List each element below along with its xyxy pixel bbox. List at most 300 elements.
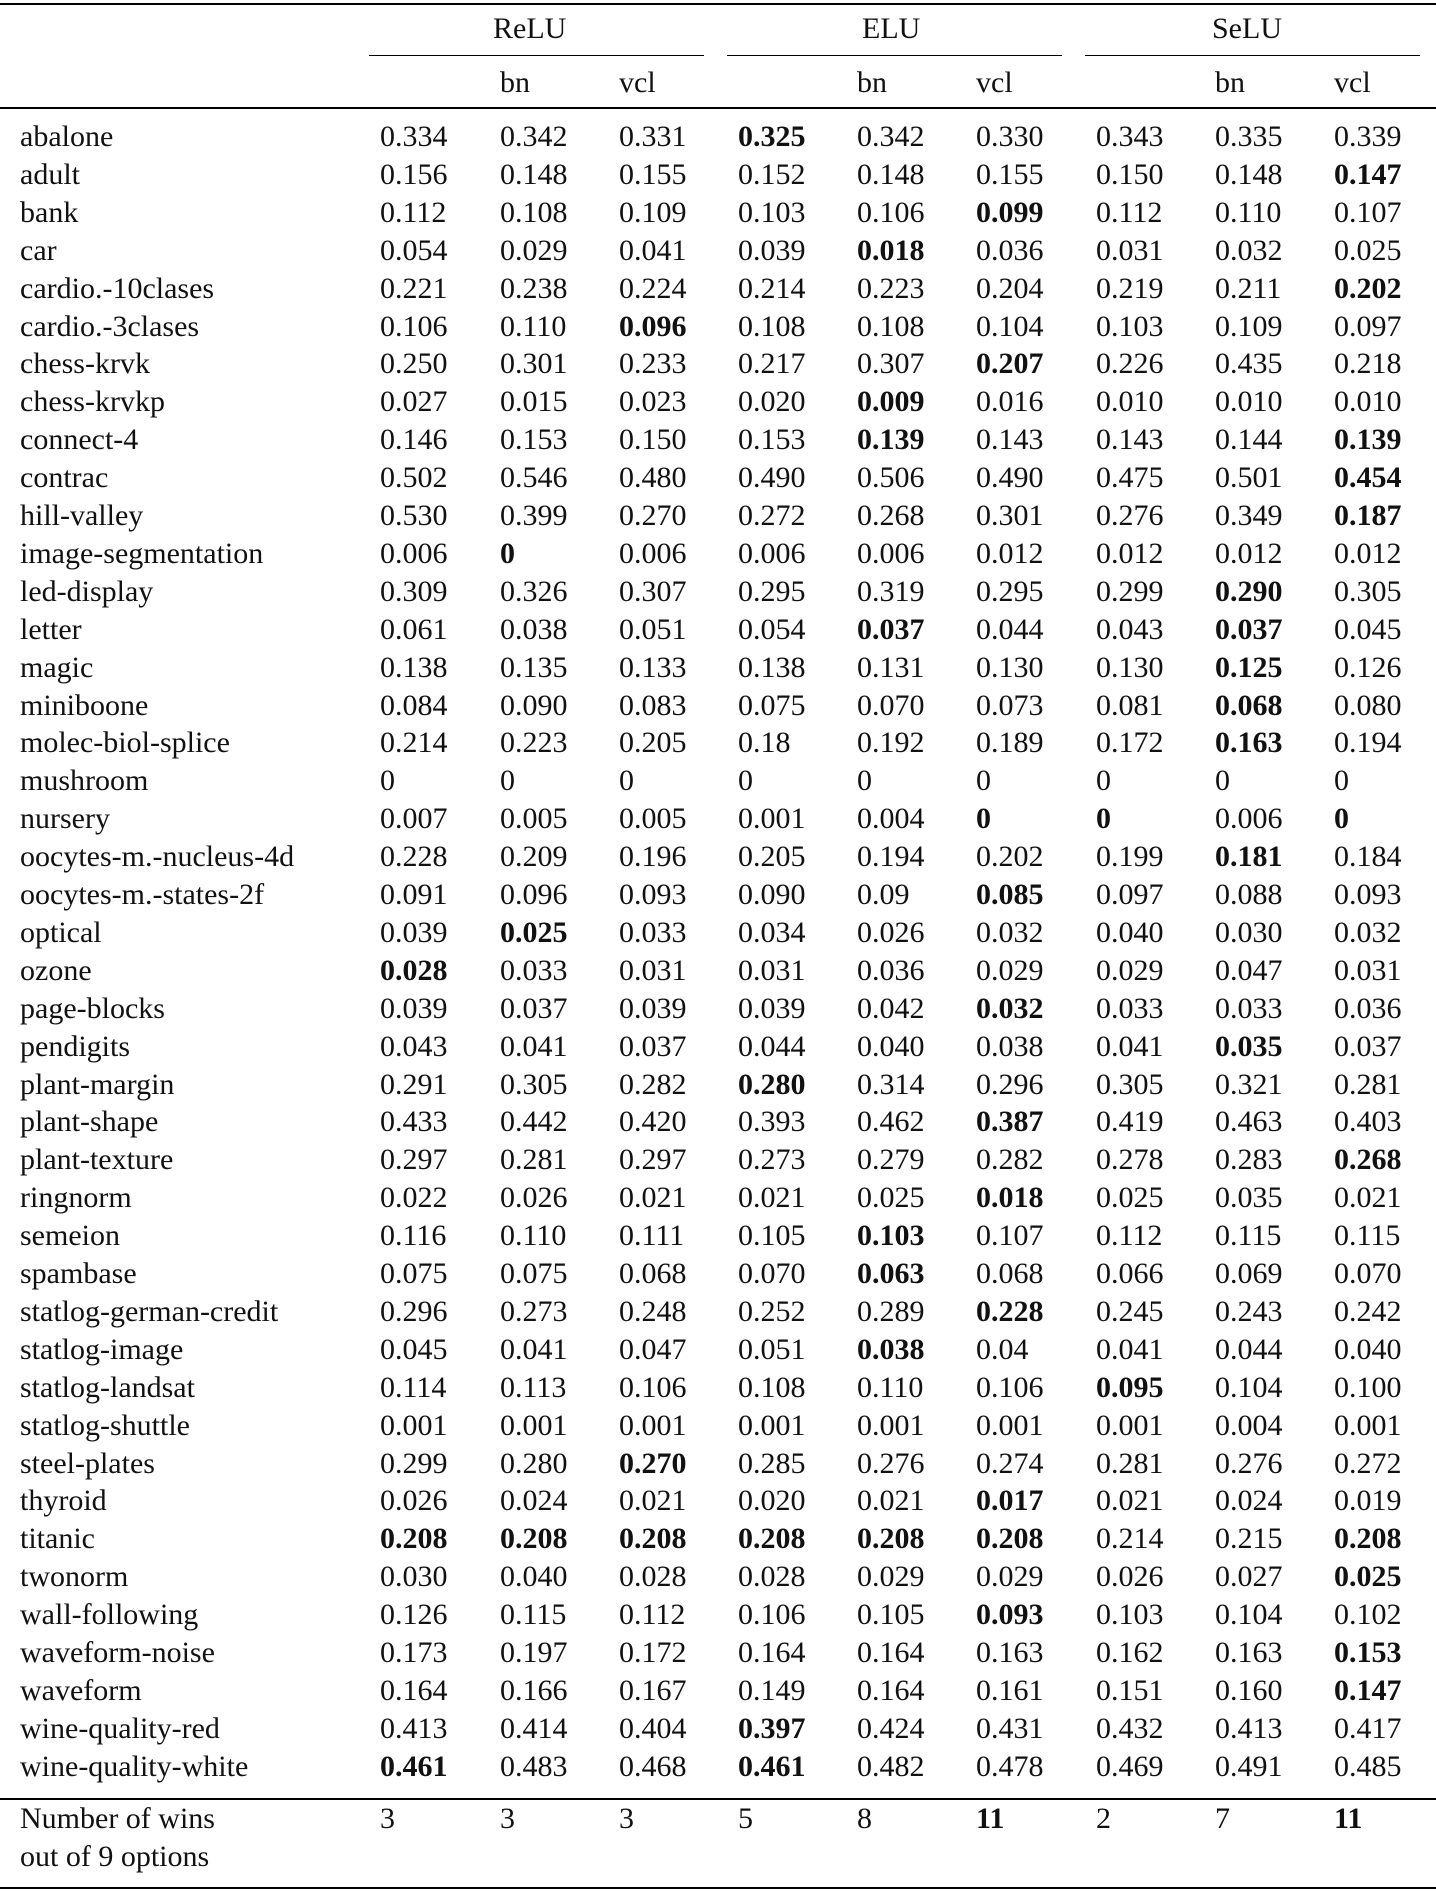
table-cell: 0: [1096, 802, 1111, 835]
table-cell: 0.042: [857, 992, 925, 1025]
table-cell: 0.024: [1215, 1484, 1283, 1517]
table-cell: 0.226: [1096, 347, 1164, 380]
table-cell: 0.442: [500, 1105, 568, 1138]
dataset-name: miniboone: [20, 689, 149, 722]
wins-count-cell: 7: [1215, 1802, 1230, 1835]
table-cell: 0.349: [1215, 499, 1283, 532]
dataset-name: page-blocks: [20, 992, 165, 1025]
table-cell: 0.319: [857, 575, 925, 608]
table-cell: 0.018: [857, 234, 925, 267]
dataset-name: thyroid: [20, 1484, 107, 1517]
table-cell: 0.039: [738, 992, 806, 1025]
table-cell: 0: [500, 764, 515, 797]
table-cell: 0.075: [380, 1257, 448, 1290]
wins-count-cell: 11: [976, 1802, 1005, 1835]
table-cell: 0.036: [857, 954, 925, 987]
table-cell: 0.096: [619, 310, 687, 343]
table-cell: 0.219: [1096, 272, 1164, 305]
table-cell: 0.012: [976, 537, 1044, 570]
table-cell: 0.491: [1215, 1750, 1283, 1783]
table-cell: 0.068: [976, 1257, 1044, 1290]
subheader-selu-bn: bn: [1215, 66, 1245, 99]
table-cell: 0.115: [1334, 1219, 1401, 1252]
table-cell: 0.016: [976, 385, 1044, 418]
table-cell: 0.214: [1096, 1522, 1164, 1555]
table-cell: 0.106: [976, 1371, 1044, 1404]
table-cell: 0.001: [857, 1409, 925, 1442]
table-cell: 0.041: [619, 234, 687, 267]
table-cell: 0.021: [619, 1484, 687, 1517]
table-cell: 0.040: [500, 1560, 568, 1593]
table-cell: 0.342: [500, 120, 568, 153]
dataset-name: wall-following: [20, 1598, 199, 1631]
table-cell: 0.038: [976, 1030, 1044, 1063]
table-cell: 0.029: [857, 1560, 925, 1593]
dataset-name: led-display: [20, 575, 154, 608]
table-cell: 0.289: [857, 1295, 925, 1328]
dataset-name: molec-biol-splice: [20, 726, 230, 759]
table-cell: 0.025: [1334, 234, 1402, 267]
wins-count-cell: 8: [857, 1802, 872, 1835]
table-cell: 0.305: [1334, 575, 1402, 608]
table-cell: 0.029: [1096, 954, 1164, 987]
table-cell: 0.268: [857, 499, 925, 532]
table-cell: 0.321: [1215, 1068, 1283, 1101]
table-cell: 0.139: [857, 423, 925, 456]
table-cell: 0.224: [619, 272, 687, 305]
table-cell: 0.075: [738, 689, 806, 722]
table-cell: 0.138: [380, 651, 448, 684]
table-cell: 0.238: [500, 272, 568, 305]
table-cell: 0.028: [380, 954, 448, 987]
dataset-name: cardio.-3clases: [20, 310, 200, 343]
table-cell: 0.155: [976, 158, 1044, 191]
table-cell: 0.305: [1096, 1068, 1164, 1101]
table-cell: 0.085: [976, 878, 1044, 911]
table-cell: 0.001: [738, 1409, 806, 1442]
table-cell: 0.033: [1096, 992, 1164, 1025]
table-cell: 0.027: [380, 385, 448, 418]
table-cell: 0.245: [1096, 1295, 1164, 1328]
table-cell: 0.038: [500, 613, 568, 646]
table-cell: 0.414: [500, 1712, 568, 1745]
table-cell: 0.037: [619, 1030, 687, 1063]
table-cell: 0.001: [619, 1409, 687, 1442]
table-cell: 0.106: [857, 196, 925, 229]
table-cell: 0.010: [1334, 385, 1402, 418]
table-cell: 0.343: [1096, 120, 1164, 153]
table-cell: 0.115: [1215, 1219, 1282, 1252]
table-cell: 0.021: [738, 1181, 806, 1214]
table-cell: 0.070: [857, 689, 925, 722]
table-cell: 0.217: [738, 347, 806, 380]
table-cell: 0.181: [1215, 840, 1283, 873]
table-cell: 0.091: [380, 878, 448, 911]
table-cell: 0.007: [380, 802, 448, 835]
table-cell: 0.084: [380, 689, 448, 722]
table-cell: 0.025: [1334, 1560, 1402, 1593]
table-cell: 0.04: [976, 1333, 1029, 1366]
dataset-name: waveform: [20, 1674, 142, 1707]
table-cell: 0.020: [738, 385, 806, 418]
table-cell: 0.290: [1215, 575, 1283, 608]
table-cell: 0.040: [1096, 916, 1164, 949]
table-cell: 0.325: [738, 120, 806, 153]
table-cell: 0.469: [1096, 1750, 1164, 1783]
group-header-relu: ReLU: [493, 12, 567, 45]
table-cell: 0.090: [738, 878, 806, 911]
table-cell: 0.207: [976, 347, 1044, 380]
table-cell: 0.243: [1215, 1295, 1283, 1328]
table-cell: 0.399: [500, 499, 568, 532]
table-cell: 0.272: [738, 499, 806, 532]
table-cell: 0.172: [1096, 726, 1164, 759]
table-cell: 0.272: [1334, 1447, 1402, 1480]
table-cell: 0: [1334, 802, 1349, 835]
dataset-name: oocytes-m.-nucleus-4d: [20, 840, 295, 873]
table-cell: 0.032: [976, 916, 1044, 949]
table-cell: 0.026: [857, 916, 925, 949]
table-cell: 0.054: [738, 613, 806, 646]
table-cell: 0.299: [380, 1447, 448, 1480]
table-cell: 0.166: [500, 1674, 568, 1707]
table-cell: 0.274: [976, 1447, 1044, 1480]
table-cell: 0.070: [738, 1257, 806, 1290]
table-cell: 0: [738, 764, 753, 797]
table-cell: 0.252: [738, 1295, 806, 1328]
table-cell: 0.204: [976, 272, 1044, 305]
table-cell: 0.214: [380, 726, 448, 759]
group-header-selu: SeLU: [1212, 12, 1282, 45]
table-cell: 0.025: [1096, 1181, 1164, 1214]
table-cell: 0.047: [619, 1333, 687, 1366]
table-cell: 0.005: [619, 802, 687, 835]
table-cell: 0.097: [1096, 878, 1164, 911]
table-cell: 0.295: [976, 575, 1044, 608]
table-cell: 0.031: [1334, 954, 1402, 987]
dataset-name: statlog-image: [20, 1333, 184, 1366]
table-cell: 0.223: [500, 726, 568, 759]
table-cell: 0.214: [738, 272, 806, 305]
table-cell: 0.130: [976, 651, 1044, 684]
table-cell: 0.029: [976, 954, 1044, 987]
table-cell: 0.090: [500, 689, 568, 722]
table-cell: 0.054: [380, 234, 448, 267]
table-cell: 0.283: [1215, 1143, 1283, 1176]
table-cell: 0.040: [857, 1030, 925, 1063]
table-cell: 0.482: [857, 1750, 925, 1783]
table-cell: 0.208: [380, 1522, 448, 1555]
table-cell: 0.033: [500, 954, 568, 987]
table-cell: 0.199: [1096, 840, 1164, 873]
table-cell: 0.133: [619, 651, 687, 684]
table-cell: 0.025: [500, 916, 568, 949]
table-cell: 0.017: [976, 1484, 1044, 1517]
dataset-name: contrac: [20, 461, 109, 494]
table-cell: 0.143: [976, 423, 1044, 456]
table-cell: 0.099: [976, 196, 1044, 229]
subheader-relu-vcl: vcl: [619, 66, 656, 99]
table-cell: 0.334: [380, 120, 448, 153]
table-cell: 0.228: [976, 1295, 1044, 1328]
table-cell: 0.026: [500, 1181, 568, 1214]
table-bottom-rule: [0, 1887, 1436, 1889]
table-cell: 0.106: [380, 310, 448, 343]
table-cell: 0.110: [1215, 196, 1282, 229]
table-cell: 0.037: [500, 992, 568, 1025]
table-cell: 0.131: [857, 651, 925, 684]
table-cell: 0: [1334, 764, 1349, 797]
table-cell: 0.314: [857, 1068, 925, 1101]
dataset-name: bank: [20, 196, 79, 229]
table-cell: 0.187: [1334, 499, 1402, 532]
dataset-name: waveform-noise: [20, 1636, 215, 1669]
table-cell: 0.001: [1096, 1409, 1164, 1442]
table-cell: 0.024: [500, 1484, 568, 1517]
wins-count-cell: 5: [738, 1802, 753, 1835]
table-cell: 0.242: [1334, 1295, 1402, 1328]
table-cell: 0.044: [738, 1030, 806, 1063]
table-cell: 0.102: [1334, 1598, 1402, 1631]
table-cell: 0.031: [738, 954, 806, 987]
table-cell: 0.163: [1215, 1636, 1283, 1669]
dataset-name: wine-quality-red: [20, 1712, 220, 1745]
table-cell: 0.018: [976, 1181, 1044, 1214]
table-cell: 0.419: [1096, 1105, 1164, 1138]
subheader-selu-vcl: vcl: [1334, 66, 1371, 99]
table-cell: 0.032: [976, 992, 1044, 1025]
table-cell: 0.028: [738, 1560, 806, 1593]
table-cell: 0.248: [619, 1295, 687, 1328]
table-cell: 0.397: [738, 1712, 806, 1745]
group-rule-selu: [1085, 55, 1420, 56]
table-cell: 0.047: [1215, 954, 1283, 987]
table-cell: 0.172: [619, 1636, 687, 1669]
table-cell: 0.026: [1096, 1560, 1164, 1593]
table-cell: 0.335: [1215, 120, 1283, 153]
dataset-name: nursery: [20, 802, 110, 835]
table-cell: 0.112: [380, 196, 447, 229]
table-cell: 0.004: [1215, 1409, 1283, 1442]
table-cell: 0.501: [1215, 461, 1283, 494]
table-cell: 0.164: [857, 1636, 925, 1669]
table-cell: 0.045: [1334, 613, 1402, 646]
table-cell: 0.021: [619, 1181, 687, 1214]
table-cell: 0.296: [380, 1295, 448, 1328]
table-cell: 0.301: [976, 499, 1044, 532]
dataset-name: plant-margin: [20, 1068, 175, 1101]
table-cell: 0.148: [500, 158, 568, 191]
table-cell: 0.530: [380, 499, 448, 532]
table-cell: 0.475: [1096, 461, 1164, 494]
table-cell: 0.029: [500, 234, 568, 267]
dataset-name: plant-shape: [20, 1105, 159, 1138]
table-cell: 0.144: [1215, 423, 1283, 456]
table-cell: 0: [976, 764, 991, 797]
table-cell: 0.126: [1334, 651, 1402, 684]
table-cell: 0.146: [380, 423, 448, 456]
table-cell: 0.167: [619, 1674, 687, 1707]
table-cell: 0.281: [500, 1143, 568, 1176]
table-cell: 0.468: [619, 1750, 687, 1783]
table-cell: 0.006: [619, 537, 687, 570]
table-cell: 0.270: [619, 499, 687, 532]
table-cell: 0.031: [619, 954, 687, 987]
table-cell: 0.012: [1215, 537, 1283, 570]
table-cell: 0.108: [738, 1371, 806, 1404]
table-cell: 0.160: [1215, 1674, 1283, 1707]
table-cell: 0.152: [738, 158, 806, 191]
table-cell: 0.044: [1215, 1333, 1283, 1366]
table-cell: 0.031: [1096, 234, 1164, 267]
table-cell: 0.339: [1334, 120, 1402, 153]
table-cell: 0.138: [738, 651, 806, 684]
table-cell: 0.342: [857, 120, 925, 153]
table-cell: 0.393: [738, 1105, 806, 1138]
table-cell: 0.461: [380, 1750, 448, 1783]
table-cell: 0.148: [857, 158, 925, 191]
table-cell: 0.037: [1215, 613, 1283, 646]
dataset-name: car: [20, 234, 57, 267]
table-cell: 0.037: [857, 613, 925, 646]
table-cell: 0.173: [380, 1636, 448, 1669]
table-cell: 0.208: [738, 1522, 806, 1555]
table-cell: 0.032: [1215, 234, 1283, 267]
table-cell: 0.109: [1215, 310, 1283, 343]
table-cell: 0.075: [500, 1257, 568, 1290]
table-cell: 0.153: [738, 423, 806, 456]
table-cell: 0.268: [1334, 1143, 1402, 1176]
table-cell: 0.139: [1334, 423, 1402, 456]
table-cell: 0: [857, 764, 872, 797]
table-cell: 0.001: [976, 1409, 1044, 1442]
table-cell: 0.250: [380, 347, 448, 380]
table-cell: 0.104: [1215, 1598, 1283, 1631]
table-cell: 0.221: [380, 272, 448, 305]
table-cell: 0.211: [1215, 272, 1282, 305]
table-cell: 0.149: [738, 1674, 806, 1707]
table-cell: 0.307: [619, 575, 687, 608]
footer-label-line2: out of 9 options: [20, 1840, 210, 1873]
table-cell: 0.073: [976, 689, 1044, 722]
table-cell: 0.036: [1334, 992, 1402, 1025]
table-cell: 0.194: [857, 840, 925, 873]
table-cell: 0.205: [619, 726, 687, 759]
table-cell: 0.108: [500, 196, 568, 229]
table-cell: 0.291: [380, 1068, 448, 1101]
table-cell: 0.063: [857, 1257, 925, 1290]
dataset-name: ozone: [20, 954, 92, 987]
table-cell: 0.163: [976, 1636, 1044, 1669]
table-cell: 0.164: [380, 1674, 448, 1707]
dataset-name: magic: [20, 651, 94, 684]
table-cell: 0.150: [1096, 158, 1164, 191]
dataset-name: optical: [20, 916, 102, 949]
table-cell: 0.18: [738, 726, 791, 759]
table-cell: 0.461: [738, 1750, 806, 1783]
table-cell: 0.223: [857, 272, 925, 305]
table-cell: 0.029: [976, 1560, 1044, 1593]
table-cell: 0.039: [738, 234, 806, 267]
table-cell: 0.454: [1334, 461, 1402, 494]
table-cell: 0.107: [1334, 196, 1402, 229]
table-cell: 0.148: [1215, 158, 1283, 191]
table-cell: 0.039: [380, 916, 448, 949]
wins-count-cell: 3: [619, 1802, 634, 1835]
table-cell: 0.043: [380, 1030, 448, 1063]
table-cell: 0.041: [500, 1333, 568, 1366]
table-cell: 0.502: [380, 461, 448, 494]
table-cell: 0.330: [976, 120, 1044, 153]
table-cell: 0.015: [500, 385, 568, 418]
table-cell: 0.09: [857, 878, 910, 911]
table-cell: 0.039: [619, 992, 687, 1025]
table-cell: 0.462: [857, 1105, 925, 1138]
table-cell: 0.326: [500, 575, 568, 608]
table-cell: 0.030: [1215, 916, 1283, 949]
table-cell: 0: [976, 802, 991, 835]
table-cell: 0.004: [857, 802, 925, 835]
table-cell: 0.106: [619, 1371, 687, 1404]
dataset-name: connect-4: [20, 423, 139, 456]
table-cell: 0.307: [857, 347, 925, 380]
table-cell: 0.485: [1334, 1750, 1402, 1783]
table-cell: 0.208: [976, 1522, 1044, 1555]
table-cell: 0.034: [738, 916, 806, 949]
table-cell: 0.279: [857, 1143, 925, 1176]
table-cell: 0.012: [1334, 537, 1402, 570]
table-cell: 0.281: [1334, 1068, 1402, 1101]
header-rule: [0, 107, 1436, 109]
table-cell: 0.115: [500, 1598, 567, 1631]
table-cell: 0.068: [1215, 689, 1283, 722]
table-cell: 0.278: [1096, 1143, 1164, 1176]
table-cell: 0.270: [619, 1447, 687, 1480]
table-cell: 0.413: [380, 1712, 448, 1745]
table-cell: 0.114: [380, 1371, 447, 1404]
subheader-elu-bn: bn: [857, 66, 887, 99]
table-cell: 0.135: [500, 651, 568, 684]
table-cell: 0.478: [976, 1750, 1044, 1783]
table-cell: 0.483: [500, 1750, 568, 1783]
table-cell: 0.088: [1215, 878, 1283, 911]
table-cell: 0.417: [1334, 1712, 1402, 1745]
table-cell: 0.413: [1215, 1712, 1283, 1745]
table-cell: 0.051: [619, 613, 687, 646]
table-cell: 0.309: [380, 575, 448, 608]
table-cell: 0.081: [1096, 689, 1164, 722]
table-cell: 0.110: [500, 1219, 567, 1252]
table-cell: 0.162: [1096, 1636, 1164, 1669]
table-cell: 0.282: [976, 1143, 1044, 1176]
table-cell: 0.109: [619, 196, 687, 229]
table-cell: 0.432: [1096, 1712, 1164, 1745]
table-cell: 0.070: [1334, 1257, 1402, 1290]
table-cell: 0.032: [1334, 916, 1402, 949]
table-cell: 0.112: [1096, 196, 1163, 229]
table-cell: 0.153: [1334, 1636, 1402, 1669]
table-cell: 0.006: [857, 537, 925, 570]
table-cell: 0.112: [1096, 1219, 1163, 1252]
table-cell: 0.184: [1334, 840, 1402, 873]
table-cell: 0.093: [619, 878, 687, 911]
table-cell: 0.006: [1215, 802, 1283, 835]
dataset-name: titanic: [20, 1522, 95, 1555]
table-cell: 0.420: [619, 1105, 687, 1138]
wins-count-cell: 3: [500, 1802, 515, 1835]
dataset-name: letter: [20, 613, 82, 646]
table-cell: 0.106: [738, 1598, 806, 1631]
